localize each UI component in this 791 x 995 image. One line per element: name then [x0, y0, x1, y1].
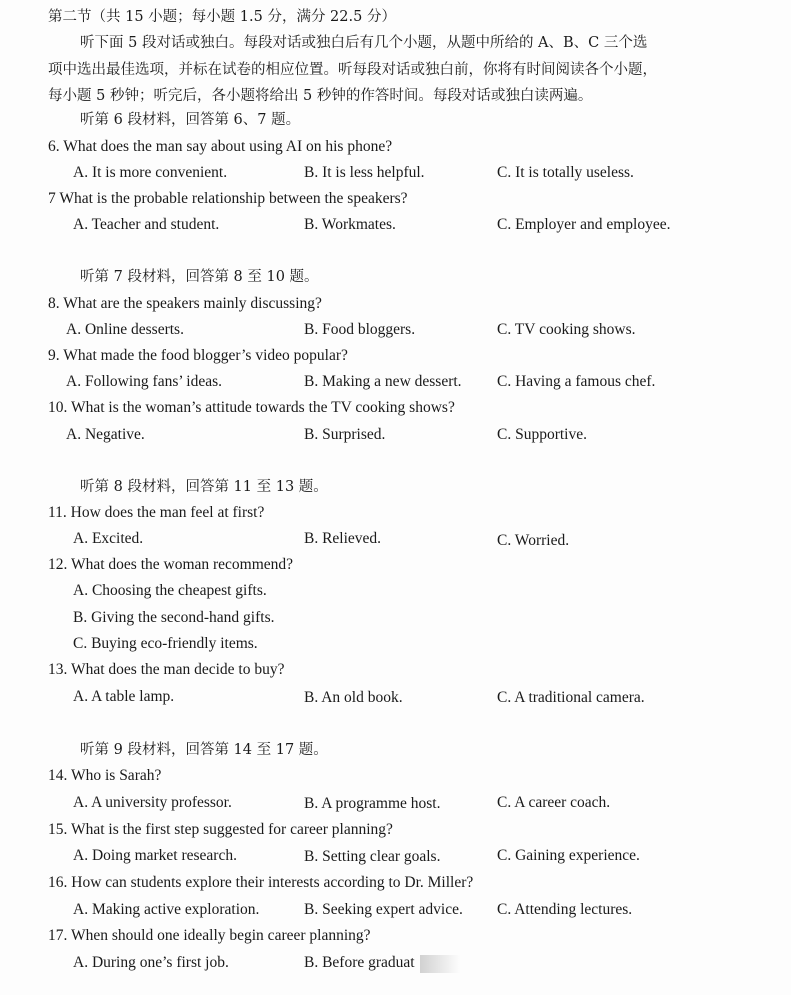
option-a: A. Teacher and student.: [73, 216, 220, 233]
section-intro: 听第 6 段材料，回答第 6、7 题。: [80, 112, 301, 128]
question: 10. What is the woman’s attitude towards the TV cooking shows?: [48, 399, 455, 416]
option-c: C. Supportive.: [497, 426, 587, 443]
option-a: A. During one’s first job.: [73, 954, 229, 971]
option-b: B. An old book.: [304, 689, 403, 706]
option-a: A. A table lamp.: [73, 688, 175, 705]
question: 7 What is the probable relationship between the speakers?: [48, 190, 408, 207]
question: 17. When should one ideally begin career planning?: [48, 927, 371, 944]
question: 13. What does the man decide to buy?: [48, 661, 285, 678]
section-intro: 听第 7 段材料，回答第 8 至 10 题。: [80, 269, 319, 285]
option-b: B. Food bloggers.: [304, 321, 416, 338]
instructions-line: 项中选出最佳选项，并标在试卷的相应位置。听每段对话或独白前，你将有时间阅读各个小题，: [48, 62, 657, 78]
question: 12. What does the woman recommend?: [48, 556, 294, 573]
option-b: B. Surprised.: [304, 426, 386, 443]
section-title: 第二节（共 15 小题；每小题 1.5 分，满分 22.5 分）: [48, 9, 396, 25]
option-c: C. A traditional camera.: [497, 689, 645, 706]
option-a: A. It is more convenient.: [73, 164, 228, 181]
question: 16. How can students explore their interests according to Dr. Miller?: [48, 874, 474, 891]
page-curl-shadow: [420, 955, 460, 973]
option-a: A. Making active exploration.: [73, 901, 260, 918]
option-c: C. TV cooking shows.: [497, 321, 636, 338]
instructions-line: 每小题 5 秒钟；听完后，各小题将给出 5 秒钟的作答时间。每段对话或独白读两遍。: [48, 88, 593, 104]
option-a: A. Doing market research.: [73, 847, 237, 864]
option-b: B. Before graduat: [304, 954, 415, 971]
option-a: A. Following fans’ ideas.: [66, 373, 222, 390]
question: 14. Who is Sarah?: [48, 767, 162, 784]
option-c: C. Attending lectures.: [497, 901, 633, 918]
option-b: B. Seeking expert advice.: [304, 901, 463, 918]
option-a: A. Negative.: [66, 426, 145, 443]
instructions-line: 听下面 5 段对话或独白。每段对话或独白后有几个小题，从题中所给的 A、B、C 三个选: [80, 35, 648, 51]
option-c: C. Employer and employee.: [497, 216, 671, 233]
option-b: B. Relieved.: [304, 530, 382, 547]
option-a: A. Online desserts.: [66, 321, 184, 338]
option-b: B. Workmates.: [304, 216, 396, 233]
option-c: C. Having a famous chef.: [497, 373, 656, 390]
option-c: C. It is totally useless.: [497, 164, 634, 181]
section-intro: 听第 9 段材料，回答第 14 至 17 题。: [80, 742, 328, 758]
question: 9. What made the food blogger’s video popular?: [48, 347, 348, 364]
option-b: B. Setting clear goals.: [304, 848, 441, 865]
option-a: A. Choosing the cheapest gifts.: [73, 582, 267, 599]
option-c: C. A career coach.: [497, 794, 611, 811]
option-b: B. A programme host.: [304, 795, 441, 812]
option-a: A. Excited.: [73, 530, 144, 547]
option-b: B. Giving the second-hand gifts.: [73, 609, 275, 626]
question: 6. What does the man say about using AI on his phone?: [48, 138, 393, 155]
option-b: B. It is less helpful.: [304, 164, 425, 181]
option-a: A. A university professor.: [73, 794, 232, 811]
option-c: C. Gaining experience.: [497, 847, 640, 864]
section-intro: 听第 8 段材料，回答第 11 至 13 题。: [80, 479, 328, 495]
question: 11. How does the man feel at first?: [48, 504, 265, 521]
option-c: C. Worried.: [497, 532, 570, 549]
question: 8. What are the speakers mainly discussing?: [48, 295, 322, 312]
question: 15. What is the first step suggested for career planning?: [48, 821, 393, 838]
option-b: B. Making a new dessert.: [304, 373, 462, 390]
option-c: C. Buying eco-friendly items.: [73, 635, 258, 652]
